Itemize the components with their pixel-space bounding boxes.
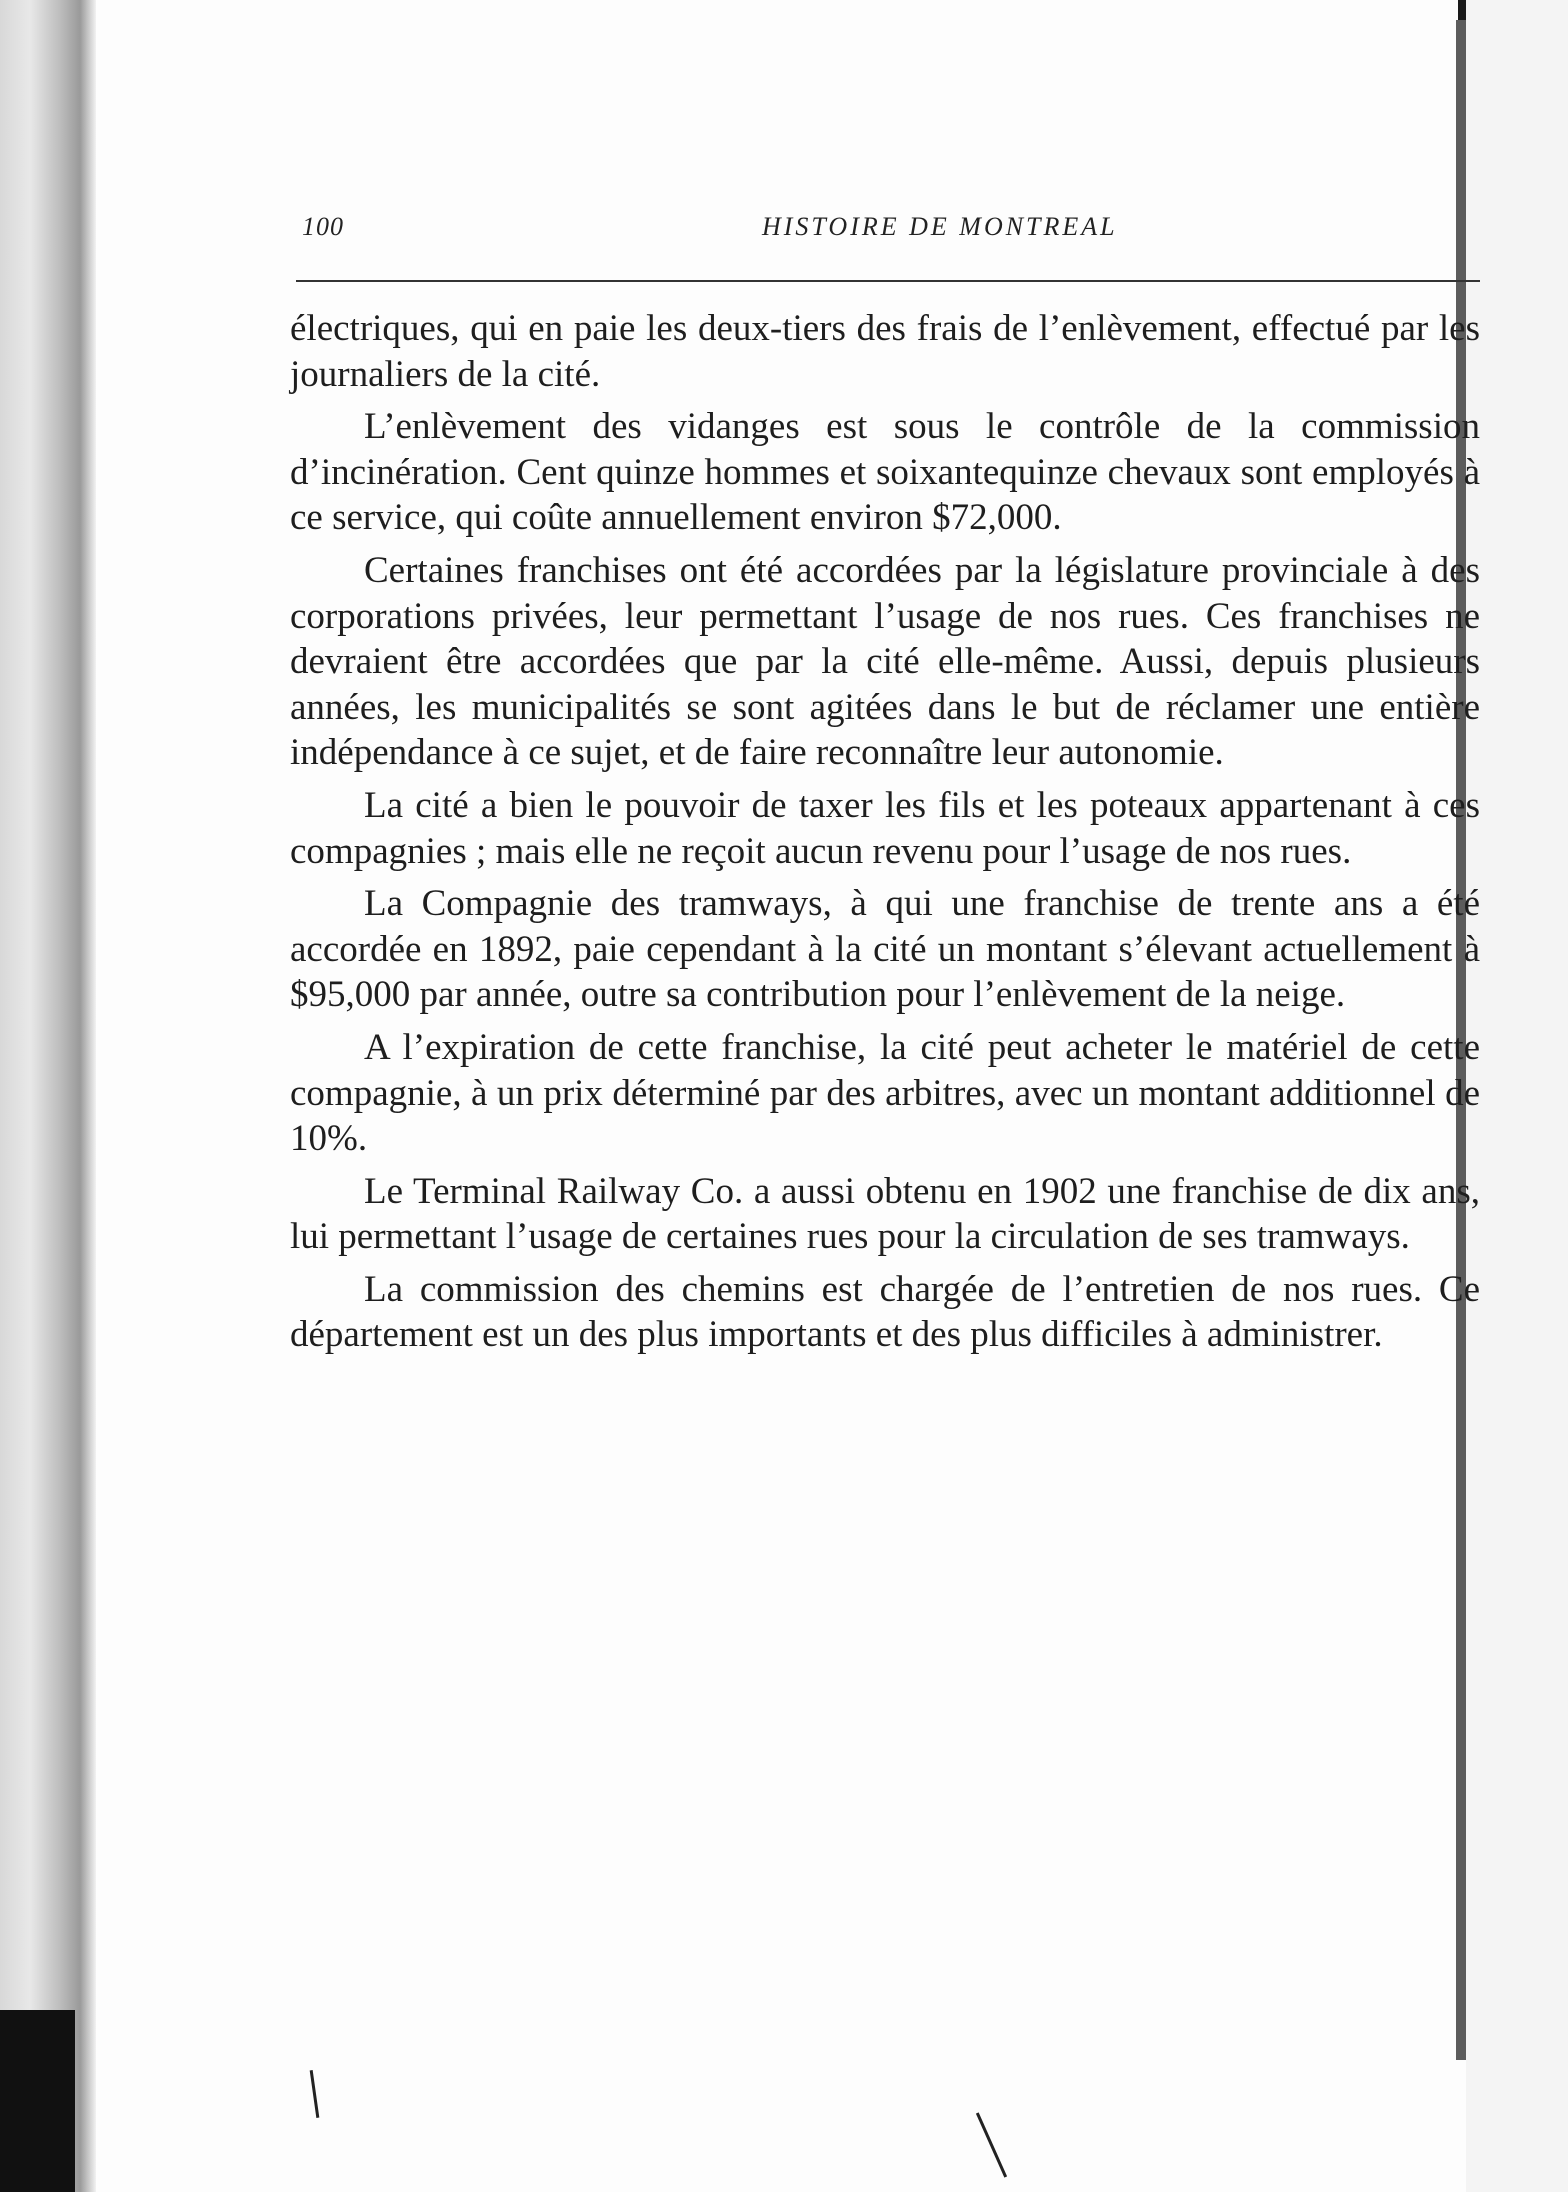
running-head [302, 212, 1482, 252]
paragraph: Le Terminal Railway Co. a aussi obtenu en 1902 une franchise de dix ans, lui permettant l’usage de certaines rues pour la circulation de ses tramways. [290, 1170, 1480, 1258]
paragraph: Certaines franchises ont été accordées par la législature provinciale à des corporations privées, leur permettant l’usage de nos rues. Ces franchises ne devraient être accordées que par la cité elle-même. Aussi, depuis plusieurs années, les municipalités se sont agitées dans le but de réclamer une entière indépendance à ce sujet, et de faire reconnaître leur autonomie. [290, 549, 1480, 774]
paragraph: La commission des chemins est chargée de l’entretien de nos rues. Ce département est un des plus importants et des plus difficiles à administrer. [290, 1268, 1480, 1356]
body-text [290, 306, 1480, 1365]
header-rule [296, 280, 1480, 282]
page-number: 100 [302, 212, 344, 241]
adjacent-page [1466, 0, 1568, 2192]
paragraph: L’enlèvement des vidanges est sous le contrôle de la commission d’incinération. Cent quinze hommes et soixantequinze chevaux sont employés à ce service, qui coûte annuellement environ $72,000. [290, 406, 1480, 539]
paragraph: électriques, qui en paie les deux-tiers des frais de l’enlèvement, effectué par les journaliers de la cité. [290, 308, 1480, 395]
book-title: HISTOIRE DE MONTREAL [762, 212, 1118, 241]
paragraph: A l’expiration de cette franchise, la cité peut acheter le matériel de cette compagnie, à un prix déterminé par des arbitres, avec un montant additionnel de 10%. [290, 1026, 1480, 1160]
paragraph: La cité a bien le pouvoir de taxer les fils et les poteaux appartenant à ces compagnies ; mais elle ne reçoit aucun revenu pour l’usage de nos rues. [290, 784, 1480, 872]
scan-left-dark-corner [0, 2010, 75, 2192]
book-page [96, 0, 1480, 2192]
paragraph: La Compagnie des tramways, à qui une franchise de trente ans a été accordée en 1892, paie cependant à la cité un montant s’élevant actuellement à $95,000 par année, outre sa contribution pour l’enlèvement de la neige. [290, 883, 1480, 1016]
scan-left-border [0, 0, 96, 2192]
